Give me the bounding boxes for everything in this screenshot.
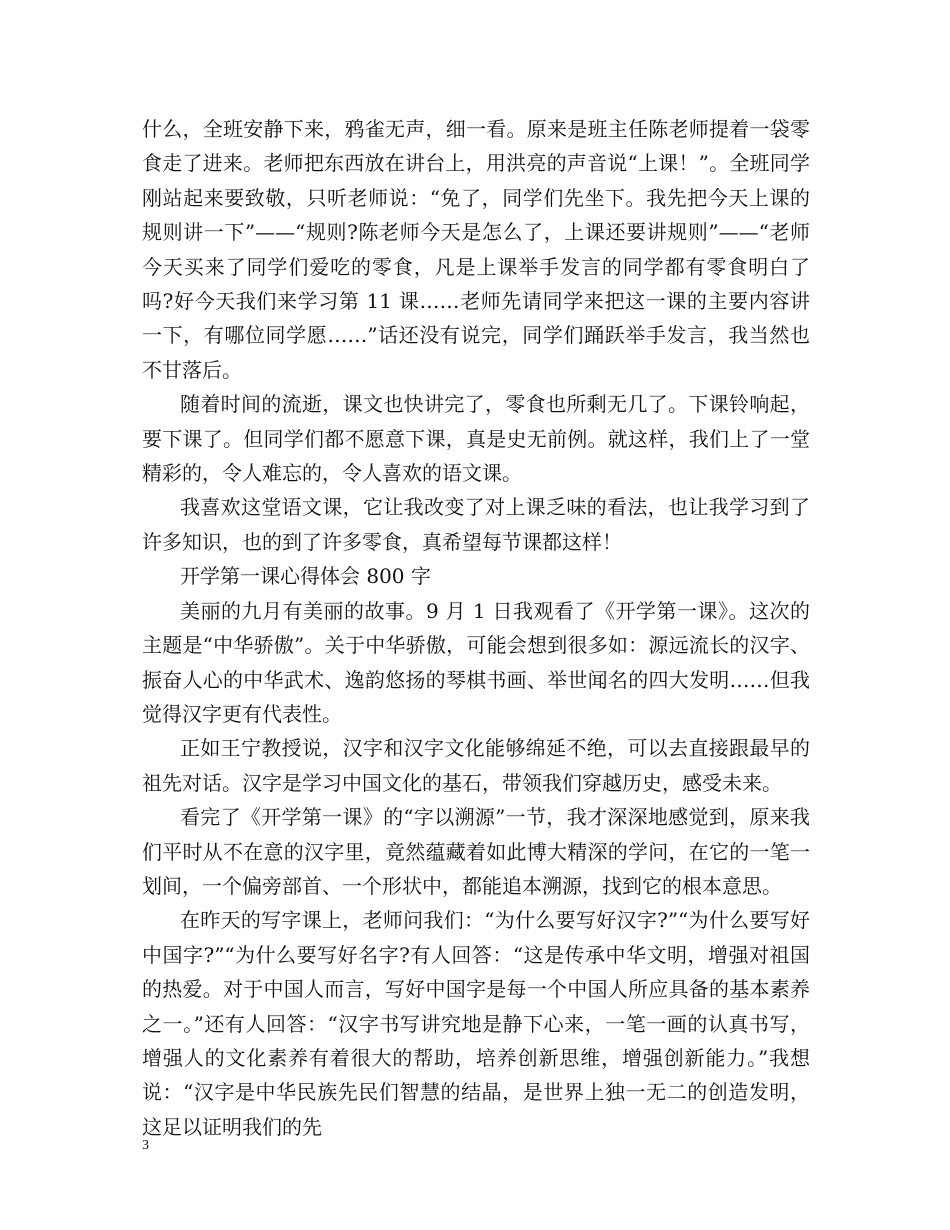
paragraph-3: 我喜欢这堂语文课，它让我改变了对上课乏味的看法，也让我学习到了许多知识，也的到了许多零食，真希望每节课都这样！ — [142, 495, 810, 554]
paragraph-1: 什么，全班安静下来，鸦雀无声，细一看。原来是班主任陈老师提着一袋零食走了进来。老师把东西放在讲台上，用洪亮的声音说“上课！”。全班同学刚站起来要致敬，只听老师说：“免了，同学们先坐下。我先把今天上课的规则讲一下”——“规则?陈老师今天是怎么了，上课还要讲规则”——“老师今天买来了同学们爱吃的零食，凡是上课举手发言的同学都有零食明白了吗?好今天我们来学习第 11 课……老师先请同学来把这一课的主要内容讲一下，有哪位同学愿……”话还没有说完，同学们踊跃举手发言，我当然也不甘落后。 — [142, 117, 810, 382]
paragraph-2: 随着时间的流逝，课文也快讲完了，零食也所剩无几了。下课铃响起，要下课了。但同学们都不愿意下课，真是史无前例。就这样，我们上了一堂精彩的，令人难忘的，令人喜欢的语文课。 — [142, 392, 810, 486]
document-body — [142, 112, 810, 1144]
paragraph-7: 在昨天的写字课上，老师问我们：“为什么要写好汉字?”“为什么要写好中国字?”“为什么要写好名字?有人回答：“这是传承中华文明，增强对祖国的热爱。对于中国人而言，写好中国字是每一个中国人所应具备的基本素养之一。”还有人回答：“汉字书写讲究地是静下心来，一笔一画的认真书写，增强人的文化素养有着很大的帮助，培养创新思维，增强创新能力。”我想说：“汉字是中华民族先民们智慧的结晶，是世界上独一无二的创造发明，这足以证明我们的先 — [142, 908, 810, 1139]
paragraph-4: 美丽的九月有美丽的故事。9 月 1 日我观看了《开学第一课》。这次的主题是“中华骄傲”。关于中华骄傲，可能会想到很多如：源远流长的汉字、振奋人心的中华武术、逸韵悠扬的琴棋书画、举世闻名的四大发明……但我觉得汉字更有代表性。 — [142, 598, 810, 726]
paragraph-5: 正如王宁教授说，汉字和汉字文化能够绵延不绝，可以去直接跟最早的祖先对话。汉字是学习中国文化的基石，带领我们穿越历史，感受未来。 — [142, 736, 810, 795]
section-heading: 开学第一课心得体会 800 字 — [180, 564, 431, 589]
paragraph-6: 看完了《开学第一课》的“字以溯源”一节，我才深深地感觉到，原来我们平时从不在意的汉字里，竟然蕴藏着如此博大精深的学问，在它的一笔一划间，一个偏旁部首、一个形状中，都能追本溯源，找到它的根本意思。 — [142, 805, 810, 898]
page-number: 3 — [142, 1138, 149, 1153]
